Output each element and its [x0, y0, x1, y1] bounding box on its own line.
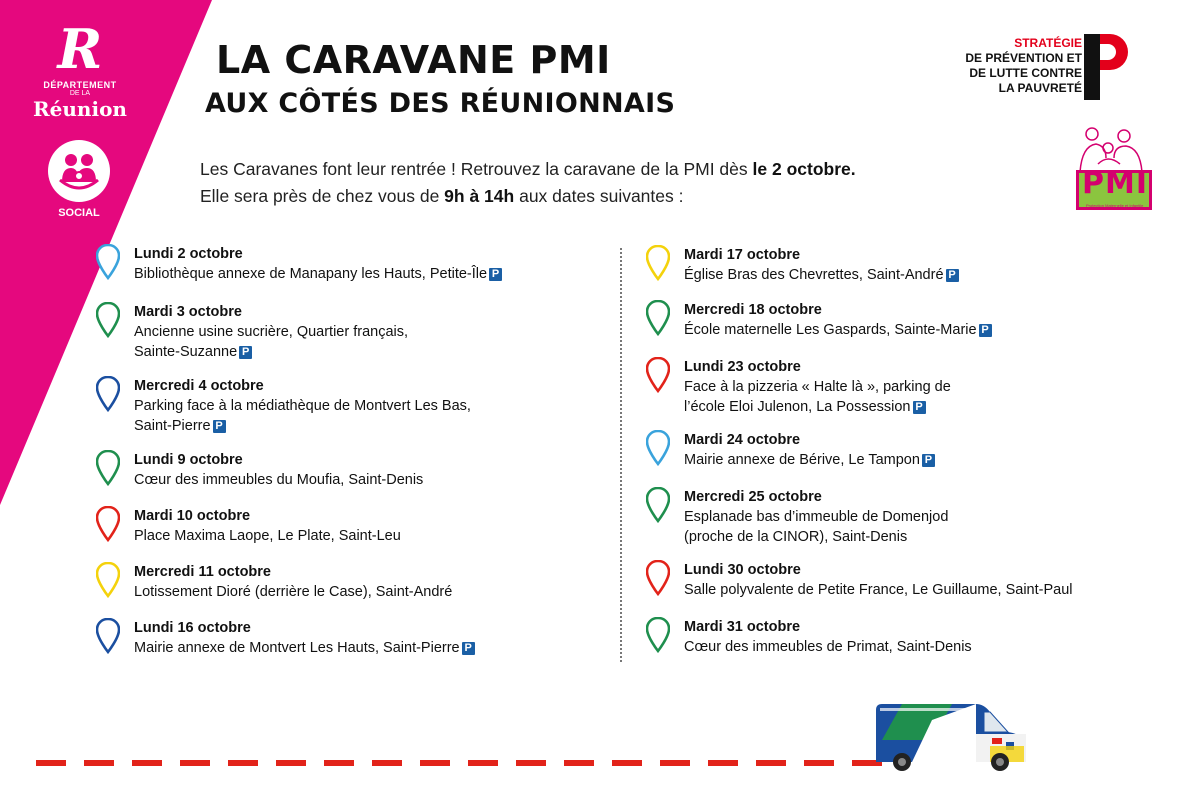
map-pin-icon — [646, 560, 670, 596]
parking-icon: P — [979, 324, 992, 337]
strategy-line1: STRATÉGIE — [1014, 36, 1082, 50]
map-pin-icon — [646, 300, 670, 336]
page-title: LA CARAVANE PMI — [216, 38, 611, 82]
intro-line2-end: aux dates suivantes : — [514, 186, 684, 206]
entry-place-text: Parking face à la médiathèque de Montvert Les Bas, Saint-Pierre — [134, 398, 471, 434]
entry-date: Mardi 3 octobre — [134, 304, 242, 320]
parking-icon: P — [462, 642, 475, 655]
pmi-text: PMI — [1082, 166, 1149, 201]
entry-place: Cœur des immeubles du Moufia, Saint-Denis — [134, 472, 424, 488]
page-subtitle: AUX CÔTÉS DES RÉUNIONNAIS — [205, 88, 676, 119]
reunion-logo-line1: DÉPARTEMENT — [43, 80, 117, 90]
parking-icon: P — [489, 268, 502, 281]
entry-place — [134, 264, 502, 284]
reunion-logo-letter: R — [57, 17, 103, 81]
strategy-line4: LA PAUVRETÉ — [998, 81, 1082, 95]
entry-place — [684, 265, 959, 285]
entry-place: Place Maxima Laope, Le Plate, Saint-Leu — [134, 528, 401, 544]
intro-line2-hours: 9h à 14h — [444, 186, 515, 206]
social-label: SOCIAL — [58, 207, 100, 219]
entry-date: Lundi 16 octobre — [134, 620, 251, 636]
map-pin-icon — [96, 618, 120, 654]
column-divider — [620, 248, 622, 662]
parking-icon: P — [922, 454, 935, 467]
map-pin-icon — [96, 244, 120, 280]
entry-place-text: École maternelle Les Gaspards, Sainte-Marie — [684, 322, 977, 338]
entry-date: Mercredi 4 octobre — [134, 378, 264, 394]
intro-line2-text: Elle sera près de chez vous de — [200, 186, 445, 206]
entry-place-text: Mairie annexe de Bérive, Le Tampon — [684, 452, 920, 468]
pmi-subtext: Protection Maternelle et Infantile — [1086, 203, 1144, 208]
strategy-logo — [958, 34, 1128, 104]
entry-date: Mercredi 25 octobre — [684, 489, 822, 505]
entry-date: Mercredi 18 octobre — [684, 302, 822, 318]
entry-place — [134, 638, 475, 658]
entry-place: Salle polyvalente de Petite France, Le Guillaume, Saint-Paul — [684, 582, 1073, 598]
entry-date: Mardi 10 octobre — [134, 508, 251, 524]
parking-icon: P — [213, 420, 226, 433]
parking-icon: P — [913, 401, 926, 414]
dashed-road-line — [36, 760, 896, 766]
strategy-p-icon — [1084, 34, 1128, 100]
map-pin-icon — [646, 245, 670, 281]
map-pin-icon — [96, 450, 120, 486]
strategy-text — [965, 36, 1082, 96]
intro-line2 — [200, 183, 856, 210]
entry-place — [684, 320, 992, 340]
entry-place: Esplanade bas d’immeuble de Domenjod (proche de la CINOR), Saint-Denis — [684, 509, 949, 545]
reunion-logo — [30, 17, 130, 121]
entry-place — [134, 322, 408, 362]
reunion-logo-line3: Réunion — [33, 97, 127, 121]
entry-date: Mardi 31 octobre — [684, 619, 801, 635]
entry-date: Lundi 30 octobre — [684, 562, 801, 578]
reunion-logo-line2: DE LA — [69, 90, 91, 97]
entry-place: Cœur des immeubles de Primat, Saint-Denis — [684, 639, 972, 655]
intro-line1-date: le 2 octobre. — [752, 159, 856, 179]
entry-place-text: Église Bras des Chevrettes, Saint-André — [684, 267, 944, 283]
map-pin-icon — [96, 506, 120, 542]
map-pin-icon — [646, 487, 670, 523]
map-pin-icon — [646, 357, 670, 393]
entry-place — [134, 396, 471, 436]
map-pin-icon — [646, 617, 670, 653]
map-pin-icon — [96, 376, 120, 412]
strategy-line3: DE LUTTE CONTRE — [969, 66, 1082, 80]
social-family-icon — [48, 140, 110, 202]
entry-date: Lundi 2 octobre — [134, 246, 243, 262]
entry-place-text: Mairie annexe de Montvert Les Hauts, Saint-Pierre — [134, 640, 460, 656]
entry-place — [684, 377, 951, 417]
entry-place-text: Bibliothèque annexe de Manapany les Hauts, Petite-Île — [134, 266, 488, 282]
map-pin-icon — [96, 302, 120, 338]
entry-date: Mardi 24 octobre — [684, 432, 801, 448]
entry-place-text: Face à la pizzeria « Halte là », parking de l’école Eloi Julenon, La Possession — [684, 379, 951, 415]
entry-date: Lundi 9 octobre — [134, 452, 243, 468]
map-pin-icon — [96, 562, 120, 598]
entry-place — [684, 450, 935, 470]
strategy-line2: DE PRÉVENTION ET — [965, 51, 1082, 65]
caravan-van-illustration — [872, 700, 1032, 774]
intro-text — [200, 156, 856, 210]
entry-place: Lotissement Dioré (derrière le Case), Saint-André — [134, 584, 453, 600]
parking-icon: P — [946, 269, 959, 282]
intro-line1-text: Les Caravanes font leur rentrée ! Retrouvez la caravane de la PMI dès — [200, 159, 753, 179]
entry-date: Lundi 23 octobre — [684, 359, 801, 375]
intro-line1 — [200, 156, 856, 183]
entry-place-text: Ancienne usine sucrière, Quartier français, Sainte-Suzanne — [134, 324, 409, 360]
parking-icon: P — [239, 346, 252, 359]
entry-date: Mardi 17 octobre — [684, 247, 801, 263]
pmi-logo — [1062, 124, 1162, 214]
entry-date: Mercredi 11 octobre — [134, 564, 271, 580]
map-pin-icon — [646, 430, 670, 466]
